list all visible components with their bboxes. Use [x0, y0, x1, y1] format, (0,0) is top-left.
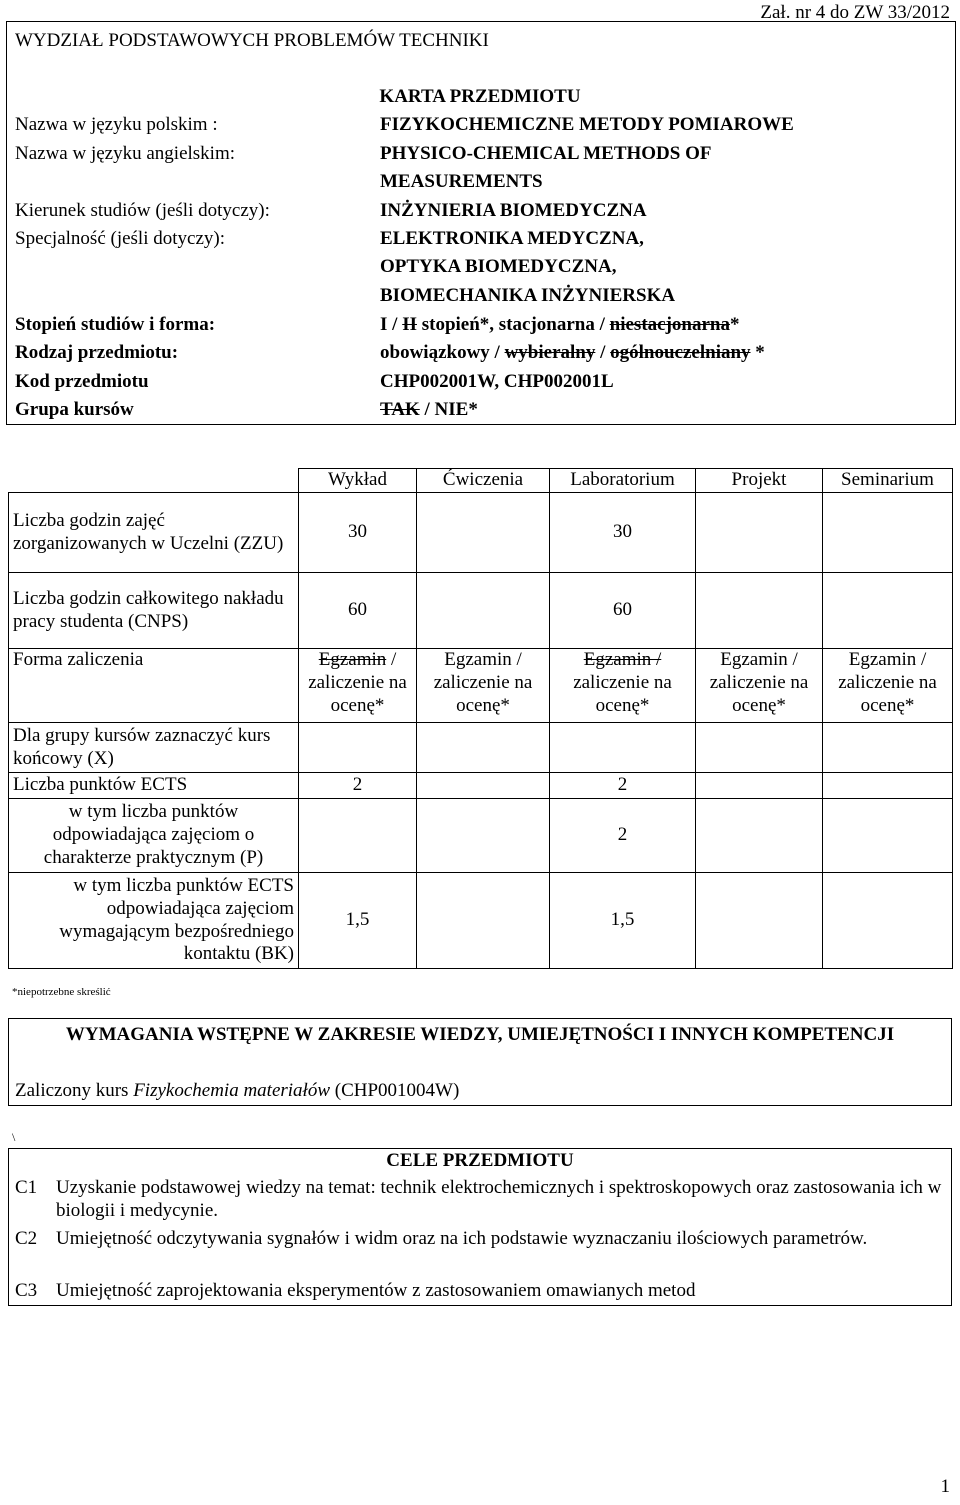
- cell: [417, 773, 550, 799]
- row-label: Liczba godzin zajęć zorganizowanych w Uczelni (ZZU): [9, 493, 299, 573]
- table-header-row: [9, 469, 953, 493]
- level-label: Stopień studiów i forma:: [15, 314, 216, 335]
- name-pl-label: Nazwa w języku polskim :: [15, 114, 218, 135]
- cell: [823, 773, 953, 799]
- level-part: stopień*, stacjonarna /: [416, 314, 610, 335]
- goal-text: Umiejętność odczytywania sygnałów i widm oraz na ich podstawie wyznaczaniu ilościowych parametrów.: [56, 1228, 868, 1249]
- group-label: Grupa kursów: [15, 399, 134, 420]
- table-row: [9, 773, 953, 799]
- cell: [696, 723, 823, 773]
- requirements-text: [15, 1080, 459, 1103]
- specialty-label: Specjalność (jeśli dotyczy):: [15, 228, 225, 249]
- corner-cell: [9, 469, 299, 493]
- cell: 60: [550, 573, 696, 649]
- cell: [696, 773, 823, 799]
- struck-text: Egzamin /: [583, 649, 662, 670]
- footnote: *niepotrzebne skreślić: [12, 986, 111, 998]
- type-part: *: [750, 342, 765, 363]
- goal-code: C2: [15, 1228, 38, 1249]
- page-number: 1: [940, 1476, 950, 1497]
- cell: [823, 493, 953, 573]
- cell: 2: [550, 773, 696, 799]
- row-label: Forma zaliczenia: [9, 649, 299, 723]
- row-label: Dla grupy kursów zaznaczyć kurs końcowy (X): [9, 723, 299, 773]
- cell: Egzamin / zaliczenie na ocenę*: [417, 649, 550, 723]
- cell: [417, 799, 550, 873]
- level-struck: niestacjonarna: [609, 314, 730, 335]
- level-part: *: [729, 314, 740, 335]
- requirements-part: Zaliczony kurs: [15, 1080, 134, 1101]
- cell-text: / zaliczenie na ocenę*: [308, 649, 407, 716]
- table-row: [9, 723, 953, 773]
- cell: [417, 723, 550, 773]
- cell: Egzamin / zaliczenie na ocenę*: [823, 649, 953, 723]
- cell: [823, 573, 953, 649]
- specialty-value-2: OPTYKA BIOMEDYCZNA,: [380, 256, 617, 277]
- type-label: Rodzaj przedmiotu:: [15, 342, 179, 363]
- cell: [823, 799, 953, 873]
- col-header: Wykład: [299, 469, 417, 493]
- code-value: CHP002001W, CHP002001L: [380, 371, 614, 392]
- name-en-label: Nazwa w języku angielskim:: [15, 143, 236, 164]
- name-pl-value: FIZYKOCHEMICZNE METODY POMIAROWE: [380, 114, 794, 135]
- cell: 30: [299, 493, 417, 573]
- specialty-value-1: ELEKTRONIKA MEDYCZNA,: [380, 228, 644, 249]
- table-row: [9, 573, 953, 649]
- cell: [299, 723, 417, 773]
- cell: [696, 873, 823, 969]
- page-title: KARTA PRZEDMIOTU: [379, 86, 581, 107]
- type-value: [380, 342, 765, 365]
- type-part: /: [595, 342, 611, 363]
- table-row: [9, 873, 953, 969]
- code-label: Kod przedmiotu: [15, 371, 149, 392]
- goal-text: Uzyskanie podstawowej wiedzy na temat: technik elektrochemicznych i spektroskopowych oraz zastosowania ich w biologii i medycynie.: [56, 1177, 942, 1221]
- goal-code: C3: [15, 1280, 38, 1301]
- cell: 60: [299, 573, 417, 649]
- cell: Egzamin / zaliczenie na ocenę*: [696, 649, 823, 723]
- cell: [550, 649, 696, 723]
- group-part: / NIE*: [419, 399, 478, 420]
- cell: 2: [550, 799, 696, 873]
- row-label: w tym liczba punktów odpowiadająca zajęciom o charakterze praktycznym (P): [9, 799, 299, 873]
- hours-table: [8, 468, 953, 969]
- cell: [417, 573, 550, 649]
- col-header: Seminarium: [823, 469, 953, 493]
- group-struck: TAK: [380, 399, 420, 420]
- struck-text: Egzamin: [318, 649, 387, 670]
- cell: 1,5: [550, 873, 696, 969]
- cell: [696, 493, 823, 573]
- cell: [696, 573, 823, 649]
- cell: 2: [299, 773, 417, 799]
- requirements-course: Fizykochemia materiałów: [133, 1080, 331, 1101]
- group-value: [380, 399, 478, 422]
- cell: [299, 799, 417, 873]
- type-part: obowiązkowy /: [380, 342, 505, 363]
- level-part: I /: [380, 314, 403, 335]
- cell: [823, 723, 953, 773]
- cell-text: zaliczenie na ocenę*: [573, 671, 672, 716]
- cell: [417, 493, 550, 573]
- table-row: [9, 799, 953, 873]
- col-header: Projekt: [696, 469, 823, 493]
- requirements-part: (CHP001004W): [330, 1080, 460, 1101]
- name-en-value-2: MEASUREMENTS: [380, 171, 543, 192]
- level-struck: II: [402, 314, 417, 335]
- requirements-title: WYMAGANIA WSTĘPNE W ZAKRESIE WIEDZY, UMIEJĘTNOŚCI I INNYCH KOMPETENCJI: [65, 1024, 895, 1045]
- type-struck: wybieralny: [504, 342, 596, 363]
- cell: 30: [550, 493, 696, 573]
- cell: [550, 723, 696, 773]
- level-value: [380, 314, 739, 337]
- col-header: Ćwiczenia: [417, 469, 550, 493]
- goals-title: CELE PRZEDMIOTU: [386, 1150, 574, 1171]
- attachment-note: Zał. nr 4 do ZW 33/2012: [760, 2, 950, 23]
- name-en-value-1: PHYSICO-CHEMICAL METHODS OF: [380, 143, 712, 164]
- table-row: [9, 493, 953, 573]
- specialty-value-3: BIOMECHANIKA INŻYNIERSKA: [380, 285, 676, 306]
- cell: [299, 649, 417, 723]
- row-label: Liczba godzin całkowitego nakładu pracy studenta (CNPS): [9, 573, 299, 649]
- cell: [823, 873, 953, 969]
- faculty-name: WYDZIAŁ PODSTAWOWYCH PROBLEMÓW TECHNIKI: [15, 30, 489, 51]
- cell: [696, 799, 823, 873]
- stray-backslash: \: [12, 1130, 16, 1144]
- cell: [417, 873, 550, 969]
- row-label: w tym liczba punktów ECTS odpowiadająca zajęciom wymagającym bezpośredniego kontaktu (BK): [9, 873, 299, 969]
- row-label: Liczba punktów ECTS: [9, 773, 299, 799]
- col-header: Laboratorium: [550, 469, 696, 493]
- goal-code: C1: [15, 1177, 38, 1198]
- field-label: Kierunek studiów (jeśli dotyczy):: [15, 200, 270, 221]
- field-value: INŻYNIERIA BIOMEDYCZNA: [380, 200, 647, 221]
- cell: 1,5: [299, 873, 417, 969]
- table-row: [9, 649, 953, 723]
- goal-text: Umiejętność zaprojektowania eksperymentów z zastosowaniem omawianych metod: [56, 1280, 696, 1301]
- type-struck: ogólnouczelniany: [610, 342, 751, 363]
